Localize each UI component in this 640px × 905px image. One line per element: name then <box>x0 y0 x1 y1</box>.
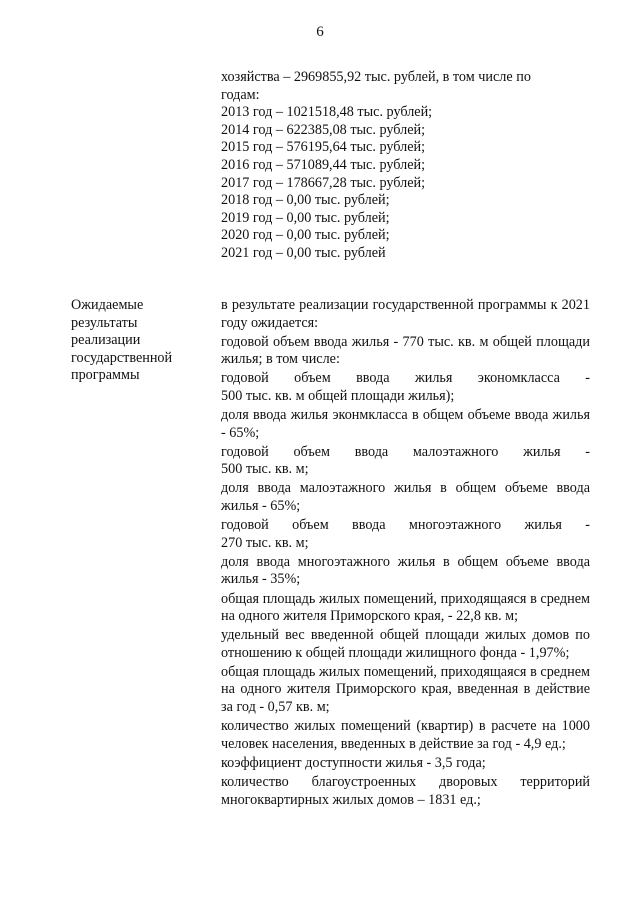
result-paragraph: количество благоустроенных дворовых территорий многоквартирных жилых домов – 1831 ед.; <box>221 773 590 808</box>
funding-year-item: 2021 год – 0,00 тыс. рублей <box>221 244 386 261</box>
result-paragraph: общая площадь жилых помещений, приходящаяся в среднем на одного жителя Приморского края, - 22,8 кв. м; <box>221 590 590 625</box>
section-label-line: реализации <box>71 332 141 349</box>
result-line: 500 тыс. кв. м общей площади жилья); <box>221 387 455 404</box>
funding-year-item: 2015 год – 576195,64 тыс. рублей; <box>221 139 426 156</box>
result-paragraph: доля ввода многоэтажного жилья в общем объеме ввода жилья - 35%; <box>221 553 590 588</box>
result-paragraph: коэффициент доступности жилья - 3,5 года; <box>221 754 486 771</box>
result-paragraph <box>221 517 590 552</box>
result-line: 270 тыс. кв. м; <box>221 534 309 551</box>
funding-year-item: 2016 год – 571089,44 тыс. рублей; <box>221 156 426 173</box>
result-paragraph: удельный вес введенной общей площади жилых домов по отношению к общей площади жилищного фонда - 1,97%; <box>221 627 590 661</box>
result-paragraph: доля ввода жилья эконмкласса в общем объеме ввода жилья - 65%; <box>221 407 590 441</box>
result-paragraph: годовой объем ввода жилья - 770 тыс. кв. м общей площади жилья; в том числе: <box>221 333 590 368</box>
funding-year-item: 2018 год – 0,00 тыс. рублей; <box>221 192 390 209</box>
section-label-line: результаты <box>71 314 138 331</box>
result-paragraph: в результате реализации государственной программы к 2021 году ожидается: <box>221 297 590 331</box>
funding-year-item: 2014 год – 622385,08 тыс. рублей; <box>221 121 426 138</box>
funding-year-item: 2013 год – 1021518,48 тыс. рублей; <box>221 104 433 121</box>
funding-year-item: 2017 год – 178667,28 тыс. рублей; <box>221 174 426 191</box>
result-paragraph <box>221 370 590 405</box>
section-label-line: государственной <box>71 349 173 366</box>
result-line: годовой объем ввода жилья экономкласса - <box>221 370 590 387</box>
result-paragraph: общая площадь жилых помещений, приходящаяся в среднем на одного жителя Приморского края, введенная в действие за год - 0,57 кв. м; <box>221 663 590 716</box>
result-line: 500 тыс. кв. м; <box>221 461 309 478</box>
result-paragraph: количество жилых помещений (квартир) в расчете на 1000 человек населения, введенных в действие за год - 4,9 ед.; <box>221 718 590 752</box>
expected-results <box>221 297 590 811</box>
result-line: годовой объем ввода малоэтажного жилья - <box>221 443 590 460</box>
funding-block <box>221 69 590 263</box>
funding-intro-line: годам: <box>221 86 260 103</box>
page-number: 6 <box>316 24 324 40</box>
funding-year-item: 2019 год – 0,00 тыс. рублей; <box>221 209 390 226</box>
section-label <box>71 297 196 385</box>
result-paragraph: доля ввода малоэтажного жилья в общем объеме ввода жилья - 65%; <box>221 480 590 515</box>
funding-year-item: 2020 год – 0,00 тыс. рублей; <box>221 227 390 244</box>
funding-intro-line: хозяйства – 2969855,92 тыс. рублей, в том числе по <box>221 69 531 85</box>
result-line: годовой объем ввода многоэтажного жилья - <box>221 517 590 534</box>
section-label-line: программы <box>71 367 140 384</box>
section-label-line: Ожидаемые <box>71 297 144 313</box>
result-paragraph <box>221 444 590 479</box>
